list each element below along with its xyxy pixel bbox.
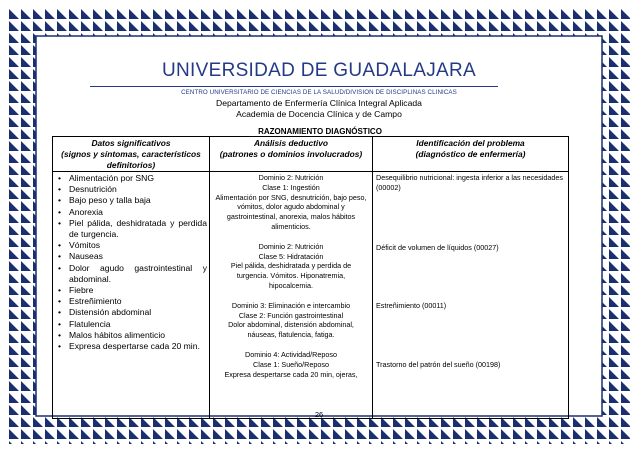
diagnosis-sleep-pattern: Trastorno del patrón del sueño (00198)	[376, 360, 501, 369]
section-title: RAZONAMIENTO DIAGNÓSTICO	[258, 127, 382, 136]
analysis-block-hydration: Dominio 2: Nutrición Clase 5: Hidratación Piel pálida, deshidratada y perdida de turgencia. Vómitos. Hiponatremia, hipocalcemia.	[230, 241, 352, 290]
list-item: • Dolor agudo gastrointestinal y abdominal.	[53, 263, 209, 285]
list-item: • Anorexia	[53, 207, 209, 218]
document-page	[40, 40, 598, 419]
list-item: • Expresa despertarse cada 20 min.	[53, 341, 209, 352]
academy-line: Academia de Docencia Clínica y de Campo	[236, 109, 402, 119]
center-subtitle: CENTRO UNIVERSITARIO DE CIENCIAS DE LA SALUD/DIVISION DE DISCIPLINAS CLINICAS	[181, 89, 457, 96]
department-line: Departamento de Enfermería Clínica Integral Aplicada	[216, 98, 422, 108]
symptoms-cell	[53, 172, 210, 419]
university-title: UNIVERSIDAD DE GUADALAJARA	[162, 60, 476, 81]
list-item: • Desnutrición	[53, 184, 209, 195]
analysis-block-sleep-rest: Dominio 4: Actividad/Reposo Clase 1: Sueño/Reposo Expresa despertarse cada 20 min, ojeras,	[224, 349, 358, 379]
list-item: • Distensión abdominal	[53, 307, 209, 318]
page-number: 26	[314, 410, 324, 419]
list-item: • Fiebre	[53, 285, 209, 296]
list-item: • Piel pálida, deshidratada y perdida de turgencia.	[53, 218, 209, 240]
list-item: • Estreñimiento	[53, 296, 209, 307]
table-header-row	[53, 137, 569, 172]
diagnoses-cell	[373, 172, 569, 419]
list-item: • Bajo peso y talla baja	[53, 195, 209, 206]
diagnosis-constipation: Estreñimiento (00011)	[376, 301, 447, 310]
table-body-row	[53, 172, 569, 419]
header-problem-identification: Identificación del problema (diagnóstico de enfermería)	[373, 137, 569, 172]
diagnosis-nutrition: Desequilibrio nutricional: ingesta inferior a las necesidades (00002)	[376, 173, 563, 192]
header-deductive-analysis: Análisis deductivo (patrones o dominios involucrados)	[210, 137, 373, 172]
symptoms-list	[53, 173, 209, 352]
list-item: • Vómitos	[53, 240, 209, 251]
analysis-block-nutrition-intake: Dominio 2: Nutrición Clase 1: Ingestión Alimentación por SNG, desnutrición, bajo peso, vómitos, dolor agudo abdominal y gastrointestinal, anorexia, malos hábitos alimenticios.	[215, 173, 367, 231]
title-underline	[90, 86, 498, 87]
diagnostic-reasoning-table	[52, 136, 569, 419]
list-item: • Flatulencia	[53, 319, 209, 330]
analysis-cell	[210, 172, 373, 419]
analysis-block-elimination: Dominio 3: Eliminación e intercambio Clase 2: Función gastrointestinal Dolor abdominal, distensión abdominal, náuseas, flatulencia, fatiga.	[228, 300, 354, 340]
list-item: • Malos hábitos alimenticio	[53, 330, 209, 341]
list-item: • Alimentación por SNG	[53, 173, 209, 184]
list-item: • Nauseas	[53, 251, 209, 262]
diagnosis-fluid-volume: Déficit de volumen de líquidos (00027)	[376, 243, 499, 252]
header-significant-data: Datos significativos (signos y síntomas, característicos definitorios)	[53, 137, 210, 172]
